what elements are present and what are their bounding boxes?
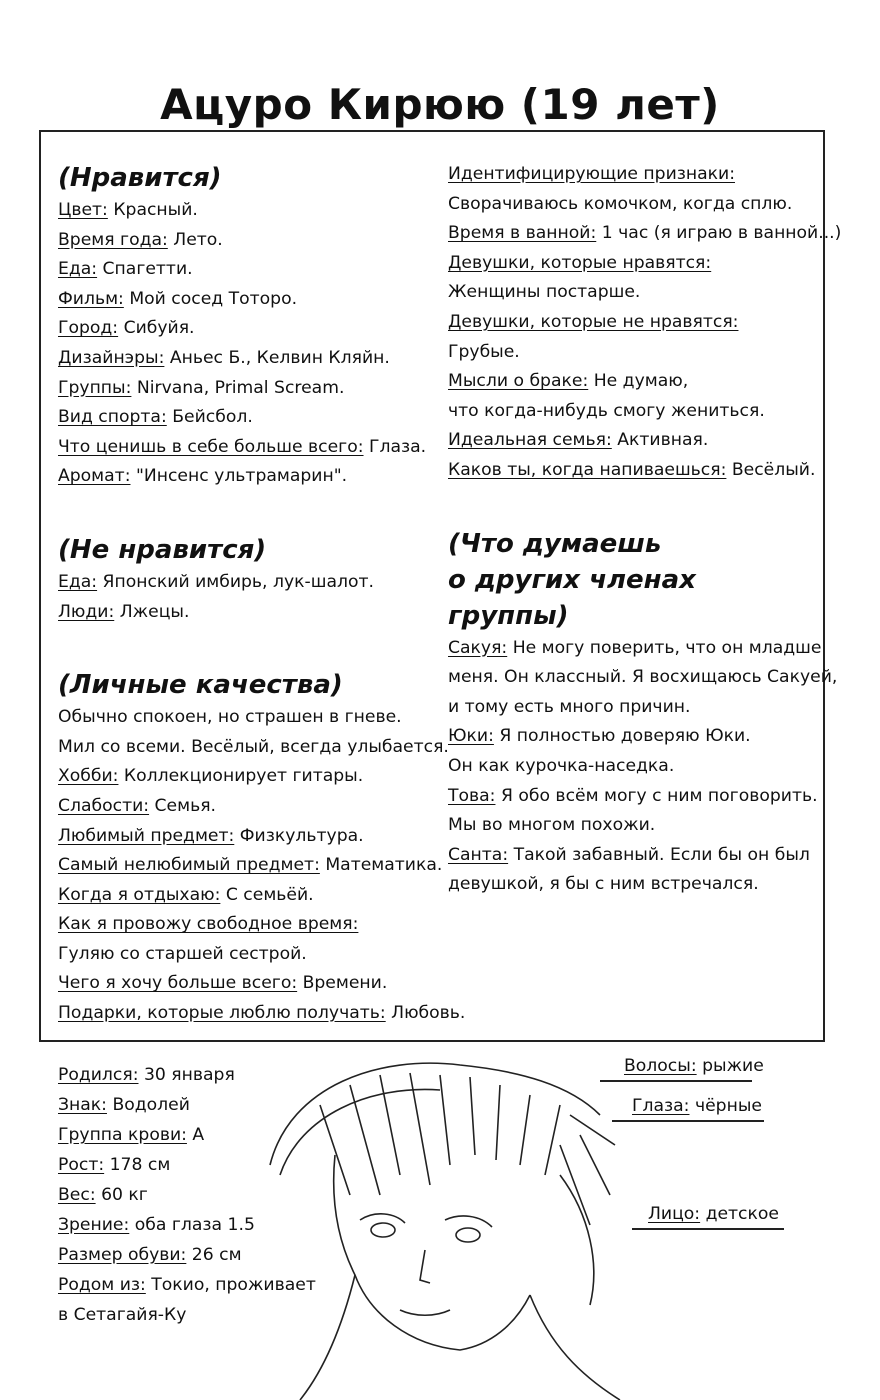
eyes-callout: Глаза: чёрные — [632, 1096, 762, 1116]
likes-row-value: Лето. — [173, 229, 223, 250]
personality-row — [58, 881, 438, 911]
likes-row-label: Вид спорта: — [58, 407, 167, 428]
sakuya-text: и тому есть много причин. — [448, 696, 691, 717]
dislikes-list — [58, 568, 438, 627]
likes-row — [58, 314, 438, 344]
likes-row-value: Мой сосед Тоторо. — [129, 288, 298, 309]
likes-row-label: Время года: — [58, 229, 168, 250]
eyes-callout-line — [612, 1120, 764, 1122]
marriage-value: что когда-нибудь смогу жениться. — [448, 400, 765, 421]
stat-row-label: Родился: — [58, 1065, 139, 1085]
likes-row — [58, 285, 438, 315]
personality-row — [58, 999, 466, 1029]
stat-row — [58, 1120, 318, 1150]
personality-row-label: Чего я хочу больше всего: — [58, 973, 298, 994]
likes-row-value: Бейсбол. — [172, 407, 253, 428]
hair-callout: Волосы: рыжие — [624, 1056, 764, 1076]
stat-row-value: оба глаза 1.5 — [134, 1215, 255, 1235]
girls-like-label: Девушки, которые нравятся: — [448, 252, 712, 273]
page-title: Ацуро Кирюю (19 лет) — [160, 80, 720, 129]
likes-row-label: Цвет: — [58, 200, 108, 220]
members-heading: (Что думаешь — [448, 528, 662, 559]
stat-row-label: Вес: — [58, 1185, 96, 1205]
personality-row-value: Любовь. — [391, 1003, 466, 1024]
left-column — [58, 160, 466, 1029]
stat-row-value: Токио, проживает — [151, 1275, 316, 1295]
stat-row-value: 60 кг — [101, 1185, 148, 1205]
personality-row — [58, 969, 438, 999]
dislikes-row-value: Лжецы. — [119, 601, 190, 622]
likes-row-label: Город: — [58, 318, 119, 339]
likes-row — [58, 374, 438, 404]
likes-row-label: Дизайнэры: — [58, 347, 165, 368]
girls-like-value: Женщины постарше. — [448, 282, 641, 303]
free-time-value: Гуляю со старшей сестрой. — [58, 943, 307, 964]
likes-row-label: Группы: — [58, 377, 132, 398]
personality-row-value: Физкультура. — [239, 825, 364, 846]
likes-row — [58, 403, 438, 433]
face-callout-line — [632, 1228, 784, 1230]
likes-row — [58, 226, 438, 256]
dislikes-row-label: Люди: — [58, 601, 115, 622]
dislikes-row — [58, 598, 438, 628]
face-callout: Лицо: детское — [648, 1204, 779, 1224]
sakuya-text: меня. Он классный. Я восхищаюсь Сакуей, — [448, 667, 838, 688]
tova-row: Това: Я обо всём могу с ним поговорить. — [448, 785, 818, 806]
likes-row — [58, 196, 438, 226]
personality-row-value: Семья. — [154, 795, 217, 816]
yuki-row: Юки: Я полностью доверяю Юки. — [448, 726, 751, 747]
personality-row-value: Коллекционирует гитары. — [123, 766, 364, 787]
dislikes-heading: (Не нравится) — [58, 534, 267, 565]
stat-row-label: Родом из: — [58, 1275, 146, 1295]
right-column — [448, 160, 842, 900]
likes-row-value: Nirvana, Primal Scream. — [136, 377, 345, 398]
marriage-row: Мысли о браке: Не думаю, — [448, 371, 689, 392]
likes-row-label: Аромат: — [58, 466, 131, 487]
ident-label: Идентифицирующие признаки: — [448, 164, 735, 184]
personality-row-value: Математика. — [325, 855, 443, 876]
personality-row-label: Когда я отдыхаю: — [58, 884, 221, 905]
dislikes-row-value: Японский имбирь, лук-шалот. — [102, 571, 374, 592]
character-sketch — [260, 1045, 880, 1400]
stat-row — [58, 1090, 318, 1120]
personality-row-label: Хобби: — [58, 766, 119, 787]
bath-row: Время в ванной: 1 час (я играю в ванной...) — [448, 223, 842, 244]
personality-row-label: Любимый предмет: — [58, 825, 235, 846]
dislikes-row — [58, 568, 438, 598]
personality-text: Обычно спокоен, но страшен в гневе. — [58, 707, 402, 728]
stat-row-label: Знак: — [58, 1095, 107, 1115]
santa-text: девушкой, я бы с ним встречался. — [448, 874, 759, 895]
stat-row-label: Рост: — [58, 1155, 105, 1175]
drunk-row: Каков ты, когда напиваешься: Весёлый. — [448, 459, 816, 480]
personality-heading: (Личные качества) — [58, 670, 343, 701]
personality-row-value: С семьёй. — [225, 884, 314, 905]
likes-row — [58, 344, 438, 374]
personality-row-label: Подарки, которые люблю получать: — [58, 1003, 386, 1024]
stat-row-value: 26 см — [191, 1245, 242, 1265]
girls-dislike-value: Грубые. — [448, 341, 520, 362]
family-row: Идеальная семья: Активная. — [448, 430, 709, 451]
santa-row: Санта: Такой забавный. Если бы он был — [448, 844, 810, 865]
hair-callout-line — [600, 1080, 752, 1082]
stat-row-label: Зрение: — [58, 1215, 130, 1235]
stats-block — [58, 1060, 318, 1330]
likes-row — [58, 433, 438, 463]
stat-row — [58, 1270, 318, 1300]
personality-list-2 — [58, 969, 466, 1028]
stat-row-label: Группа крови: — [58, 1125, 187, 1145]
stats-list — [58, 1060, 318, 1300]
likes-row-value: Спагетти. — [102, 259, 193, 280]
ident-value: Сворачиваюсь комочком, когда сплю. — [448, 193, 793, 214]
stat-row — [58, 1240, 318, 1270]
likes-row — [58, 462, 438, 492]
stat-row-value: 178 см — [109, 1155, 171, 1175]
likes-row-label: Еда: — [58, 259, 98, 280]
tova-text: Мы во многом похожи. — [448, 815, 656, 836]
likes-row-value: "Инсенс ультрамарин". — [135, 466, 348, 487]
likes-row — [58, 255, 438, 285]
likes-heading: (Нравится) — [58, 163, 222, 193]
likes-row-value: Аньес Б., Келвин Кляйн. — [169, 347, 390, 368]
personality-list — [58, 762, 443, 910]
yuki-text: Он как курочка-наседка. — [448, 755, 675, 776]
stat-row-label: Размер обуви: — [58, 1245, 187, 1265]
dislikes-row-label: Еда: — [58, 571, 98, 592]
members-heading-2: о других членах группы) — [448, 564, 696, 631]
sakuya-row: Сакуя: Не могу поверить, что он младше — [448, 637, 822, 658]
stats-last-line: в Сетагайя-Ку — [58, 1305, 187, 1325]
free-time-label: Как я провожу свободное время: — [58, 914, 359, 935]
stat-row-value: 30 января — [143, 1065, 235, 1085]
stat-row — [58, 1060, 318, 1090]
likes-row-label: Фильм: — [58, 288, 124, 309]
stat-row — [58, 1180, 318, 1210]
girls-dislike-label: Девушки, которые не нравятся: — [448, 311, 739, 332]
personality-row-label: Слабости: — [58, 795, 150, 816]
likes-row-value: Сибуйя. — [123, 318, 195, 339]
likes-row-label: Что ценишь в себе больше всего: — [58, 436, 364, 457]
likes-list — [58, 196, 438, 492]
personality-row — [58, 822, 438, 852]
personality-row — [58, 792, 438, 822]
personality-row-label: Самый нелюбимый предмет: — [58, 855, 320, 876]
stat-row — [58, 1210, 318, 1240]
stat-row-value: А — [192, 1125, 205, 1145]
personality-row-value: Времени. — [302, 973, 388, 994]
personality-text: Мил со всеми. Весёлый, всегда улыбается. — [58, 736, 449, 757]
personality-row — [58, 851, 443, 881]
stat-row — [58, 1150, 318, 1180]
stat-row-value: Водолей — [112, 1095, 190, 1115]
likes-row-value: Глаза. — [368, 436, 427, 457]
personality-row — [58, 762, 438, 792]
likes-row-value: Красный. — [113, 200, 198, 220]
